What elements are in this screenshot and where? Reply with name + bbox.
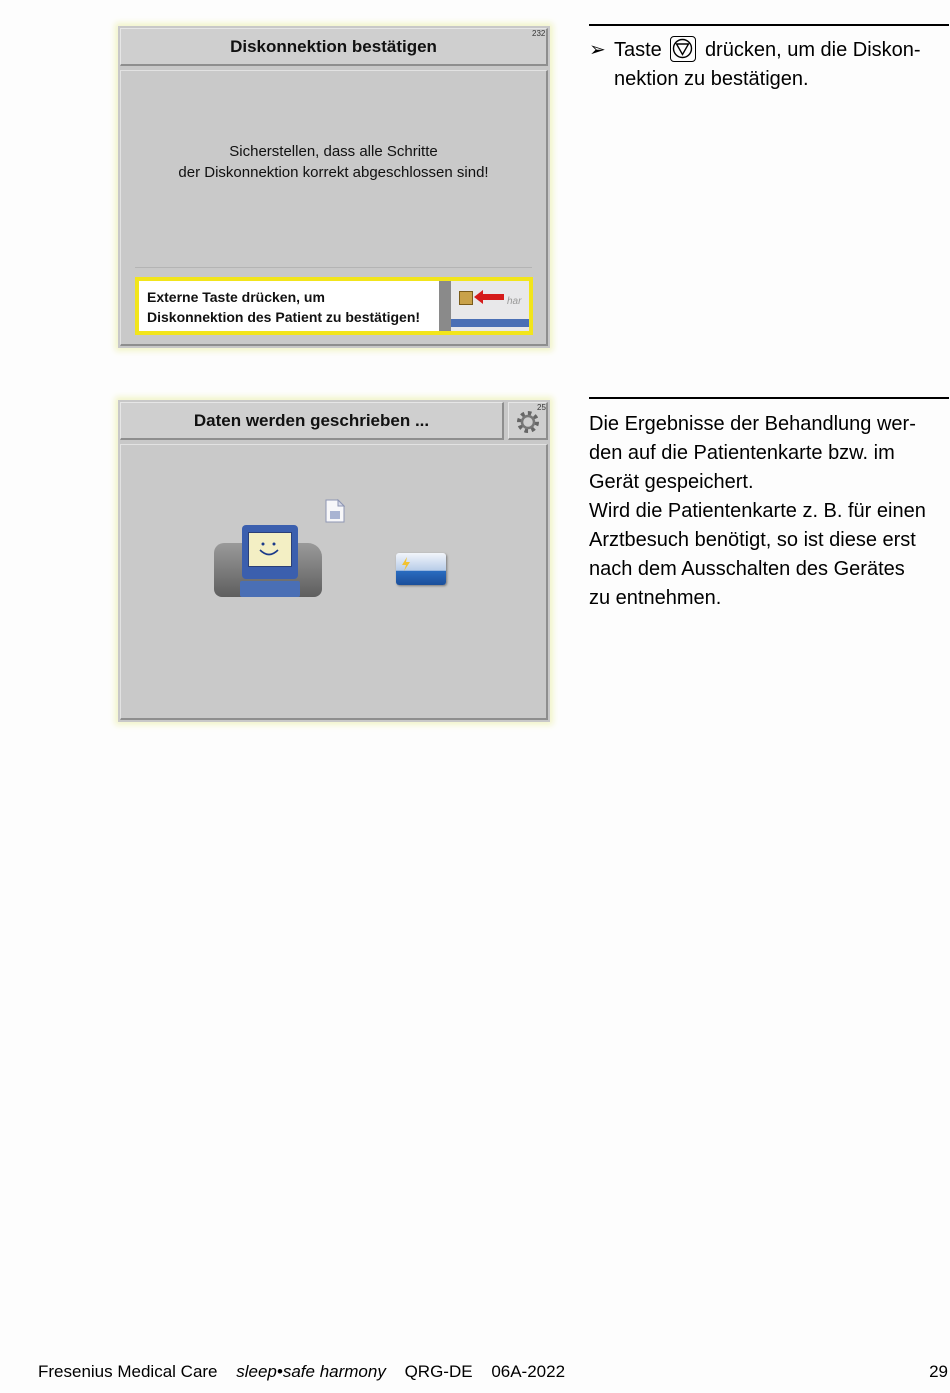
screen-title [120, 402, 504, 440]
footer-version: 06A-2022 [491, 1362, 566, 1381]
screen-title-text: Diskonnektion bestätigen [230, 36, 437, 56]
screen-body [120, 444, 548, 720]
screen-body [120, 70, 548, 346]
patient-card-icon [396, 553, 446, 585]
paragraph-line: den auf die Patientenkarte bzw. im [589, 442, 895, 464]
external-key-text [147, 287, 420, 327]
device-logo-text: har [507, 296, 522, 307]
bullet-arrow: ➢ [589, 39, 606, 61]
writing-data-screen [118, 400, 550, 722]
screen-title [120, 28, 548, 66]
footer-company: Fresenius Medical Care [38, 1362, 218, 1381]
instruction-text: nektion zu bestätigen. [614, 68, 809, 90]
external-key-icon [459, 291, 473, 305]
page-footer [38, 1362, 579, 1382]
instruction-text: Taste [614, 39, 662, 61]
result-info-paragraph [589, 410, 950, 613]
message-line: Sicherstellen, dass alle Schritte [229, 143, 438, 160]
section-rule [589, 397, 949, 399]
paragraph-line: Wird die Patientenkarte z. B. für einen [589, 500, 926, 522]
paragraph-line: Arztbesuch benötigt, so ist diese erst [589, 529, 916, 551]
instruction-step [589, 36, 950, 94]
stop-key-icon [670, 36, 696, 62]
paragraph-line: zu entnehmen. [589, 587, 722, 609]
gear-icon [515, 409, 541, 435]
page-number: 29 [929, 1362, 948, 1381]
screen-title-text: Daten werden geschrieben ... [193, 410, 430, 430]
external-key-hint [135, 277, 533, 335]
divider [135, 267, 532, 268]
instruction-text: drücken, um die Diskon- [704, 39, 921, 61]
disconnect-confirm-screen [118, 26, 550, 348]
document-icon [325, 499, 345, 523]
paragraph-line: Die Ergebnisse der Behandlung wer- [589, 413, 916, 435]
paragraph-line: nach dem Ausschalten des Gerätes [589, 558, 905, 580]
hint-line: Externe Taste drücken, um [147, 289, 325, 305]
screen-number: 25 [537, 403, 546, 412]
red-arrow-icon [474, 290, 504, 304]
section-rule [589, 24, 949, 26]
paragraph-line: Gerät gespeichert. [589, 471, 754, 493]
message-line: der Diskonnektion korrekt abgeschlossen sind! [178, 164, 489, 181]
confirmation-message [121, 141, 546, 183]
device-illustration [439, 281, 529, 331]
footer-doc: QRG-DE [404, 1362, 473, 1381]
screen-number: 232 [532, 29, 546, 38]
footer-product: sleep•safe harmony [236, 1362, 386, 1381]
cycler-device-icon [214, 525, 326, 601]
hint-line: Diskonnektion des Patient zu bestätigen! [147, 309, 421, 325]
